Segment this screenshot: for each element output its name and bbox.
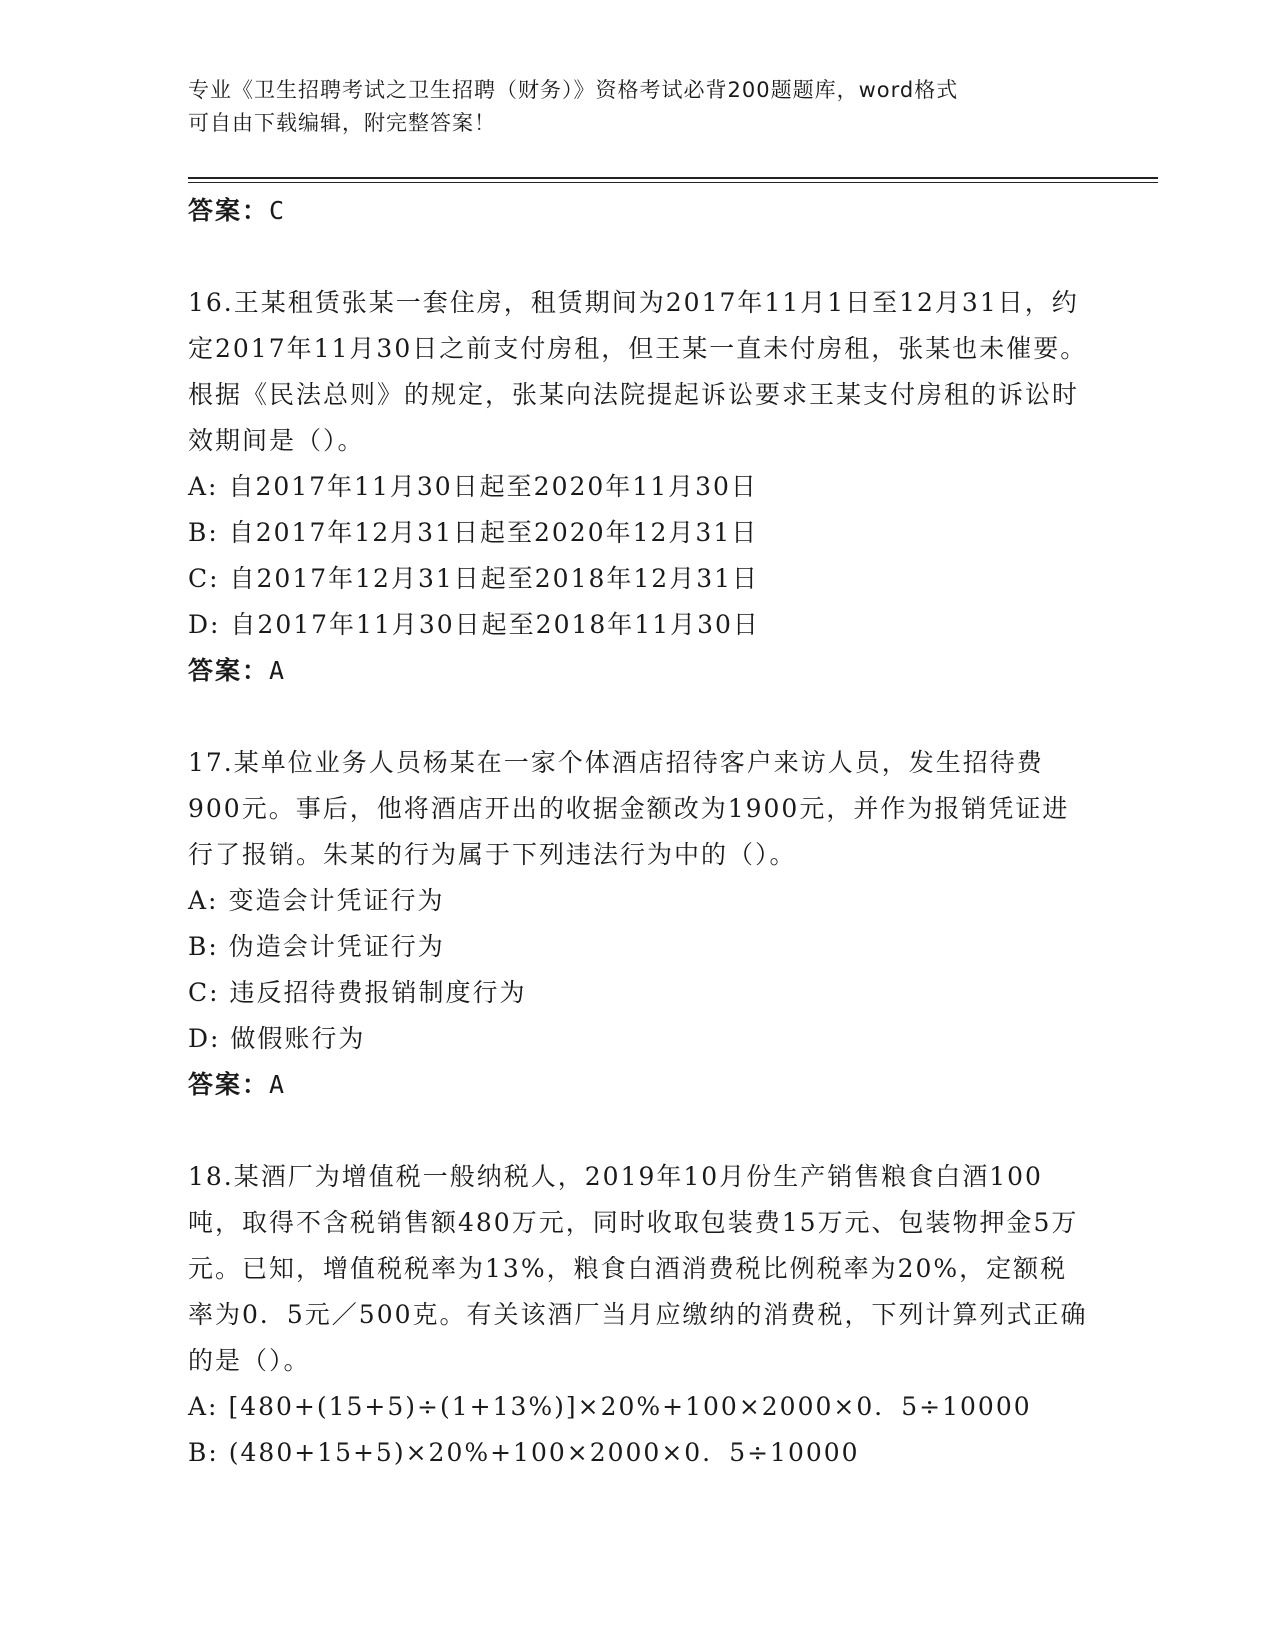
option-b	[188, 1430, 1088, 1476]
question-answer	[188, 1062, 1088, 1108]
option-d	[188, 602, 1088, 648]
question-answer	[188, 648, 1088, 694]
question-stem	[188, 740, 1088, 878]
answer-label: 答案：	[188, 196, 270, 225]
question-number: 18.	[188, 1162, 234, 1191]
question-text: 某单位业务人员杨某在一家个体酒店招待客户来访人员，发生招待费900元。事后，他将酒店开出的收据金额改为1900元，并作为报销凭证进行了报销。朱某的行为属于下列违法行为中的（）。	[188, 748, 1070, 869]
question-number: 16.	[188, 288, 234, 317]
answer-label: 答案：	[188, 1070, 270, 1099]
header-divider-thin	[188, 182, 1158, 183]
option-key: C:	[188, 978, 220, 1007]
header-line-2: 可自由下载编辑，附完整答案！	[188, 111, 496, 135]
answer-value: A	[269, 1070, 286, 1099]
option-key: B:	[188, 518, 219, 547]
option-b	[188, 510, 1088, 556]
answer-value: A	[269, 656, 286, 685]
option-b	[188, 924, 1088, 970]
document-header	[188, 74, 1068, 140]
option-text: 自2017年12月31日起至2020年12月31日	[228, 518, 759, 547]
question-17	[188, 740, 1088, 1108]
answer-value: C	[269, 196, 286, 225]
previous-answer	[188, 188, 1088, 234]
option-key: A:	[188, 472, 219, 501]
option-text: 自2017年12月31日起至2018年12月31日	[229, 564, 760, 593]
question-number: 17.	[188, 748, 234, 777]
option-d	[188, 1016, 1088, 1062]
header-line-1: 专业《卫生招聘考试之卫生招聘（财务）》资格考试必背200题题库，word格式	[188, 78, 959, 102]
option-key: D:	[188, 610, 221, 639]
option-key: B:	[188, 1438, 219, 1467]
spacer	[188, 694, 1088, 740]
option-key: C:	[188, 564, 220, 593]
option-text: 做假账行为	[230, 1024, 366, 1053]
option-key: D:	[188, 1024, 221, 1053]
option-text: 违反招待费报销制度行为	[229, 978, 527, 1007]
question-16	[188, 280, 1088, 694]
option-key: B:	[188, 932, 219, 961]
option-c	[188, 970, 1088, 1016]
question-18	[188, 1154, 1088, 1476]
question-stem	[188, 280, 1088, 464]
option-text: 伪造会计凭证行为	[228, 932, 445, 961]
option-a	[188, 1384, 1088, 1430]
header-divider-thick	[188, 177, 1158, 179]
question-text: 某酒厂为增值税一般纳税人，2019年10月份生产销售粮食白酒100吨，取得不含税销售额480万元，同时收取包装费15万元、包装物押金5万元。已知，增值税税率为13%，粮食白酒消费税比例税率为20%，定额税率为0．5元／500克。有关该酒厂当月应缴纳的消费税，下列计算列式正确的是（）。	[188, 1162, 1088, 1375]
option-text: 变造会计凭证行为	[228, 886, 445, 915]
question-text: 王某租赁张某一套住房，租赁期间为2017年11月1日至12月31日，约定2017年11月30日之前支付房租，但王某一直未付房租，张某也未催要。根据《民法总则》的规定，张某向法院提起诉讼要求王某支付房租的诉讼时效期间是（）。	[188, 288, 1088, 455]
option-a	[188, 464, 1088, 510]
option-a	[188, 878, 1088, 924]
answer-label: 答案：	[188, 656, 270, 685]
option-text: 自2017年11月30日起至2018年11月30日	[230, 610, 760, 639]
option-c	[188, 556, 1088, 602]
option-text: (480+15+5)×20%+100×2000×0．5÷10000	[228, 1438, 860, 1467]
question-stem	[188, 1154, 1088, 1384]
option-key: A:	[188, 886, 219, 915]
option-key: A:	[188, 1392, 219, 1421]
document-body	[188, 188, 1088, 1476]
option-text: 自2017年11月30日起至2020年11月30日	[228, 472, 758, 501]
spacer	[188, 1108, 1088, 1154]
option-text: [480+(15+5)÷(1+13%)]×20%+100×2000×0．5÷10000	[228, 1392, 1032, 1421]
spacer	[188, 234, 1088, 280]
